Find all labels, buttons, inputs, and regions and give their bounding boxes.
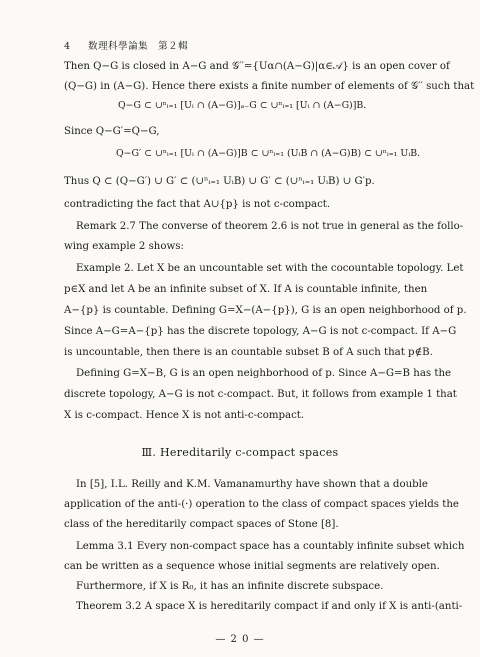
text-line: X is c-compact. Hence X is not anti-c-compact. <box>64 410 305 421</box>
page-number: 4 <box>64 41 71 52</box>
running-header <box>64 38 188 52</box>
text-line: Since Q−G′=Q−G, <box>64 126 160 137</box>
text-line: In [5], I.L. Reilly and K.M. Vamanamurthy have shown that a double <box>76 479 428 490</box>
text-line: is uncountable, then there is an countable subset B of A such that p∉B. <box>64 347 433 358</box>
theorem-line: Theorem 3.2 A space X is hereditarily compact if and only if X is anti-(anti- <box>76 601 463 612</box>
text-line: class of the hereditarily compact spaces of Stone [8]. <box>64 519 339 530</box>
text-line: can be written as a sequence whose initial segments are relatively open. <box>64 561 440 572</box>
text-line: p∈X and let A be an infinite subset of X. If A is countable infinite, then <box>64 284 428 295</box>
text-line: discrete topology, A−G is not c-compact. But, it follows from example 1 that <box>64 389 457 400</box>
text-line: wing example 2 shows: <box>64 241 184 252</box>
example-line: Example 2. Let X be an uncountable set with the cocountable topology. Let <box>76 263 464 274</box>
text-line: application of the anti-(·) operation to the class of compact spaces yields the <box>64 499 459 510</box>
lemma-line: Lemma 3.1 Every non-compact space has a countably infinite subset which <box>76 541 465 552</box>
text-line: Then Q−G is closed in A−G and 𝒢′′={Uα∩(A−G)|α∈𝒜} is an open cover of <box>64 61 450 72</box>
equation: Q−G′ ⊂ ∪ⁿᵢ₌₁ [Uᵢ ∩ (A−G)]B ⊂ ∪ⁿᵢ₌₁ (UᵢB ∩ (A−G)B) ⊂ ∪ⁿᵢ₌₁ UᵢB. <box>116 148 421 159</box>
remark-line: Remark 2.7 The converse of theorem 2.6 is not true in general as the follo- <box>76 221 464 232</box>
text-line: Since A−G=A−{p} has the discrete topology, A−G is not c-compact. If A−G <box>64 326 457 337</box>
text-line: Thus Q ⊂ (Q−G′) ∪ G′ ⊂ (∪ⁿᵢ₌₁ UᵢB) ∪ G′ ⊂ (∪ⁿᵢ₌₁ UᵢB) ∪ G′p. <box>64 176 375 187</box>
equation: Q−G ⊂ ∪ⁿᵢ₌₁ [Uᵢ ∩ (A−G)]ₐ₋G ⊂ ∪ⁿᵢ₌₁ [Uᵢ ∩ (A−G)]B. <box>118 100 367 111</box>
text-line: Furthermore, if X is R₀, it has an infinite discrete subspace. <box>76 581 384 592</box>
text-line: Defining G=X−B, G is an open neighborhood of p. Since A−G=B has the <box>76 368 452 379</box>
text-line: A−{p} is countable. Defining G=X−(A−{p}), G is an open neighborhood of p. <box>64 305 467 316</box>
section-heading: Ⅲ. Hereditarily c-compact spaces <box>141 446 339 459</box>
page-footer: — 2 0 — <box>215 634 265 645</box>
text-line: (Q−G) in (A−G). Hence there exists a finite number of elements of 𝒢′′ such that <box>64 81 475 92</box>
text-line: contradicting the fact that A∪{p} is not c-compact. <box>64 199 331 210</box>
journal-title: 数理科學論集 第２輯 <box>88 41 189 52</box>
